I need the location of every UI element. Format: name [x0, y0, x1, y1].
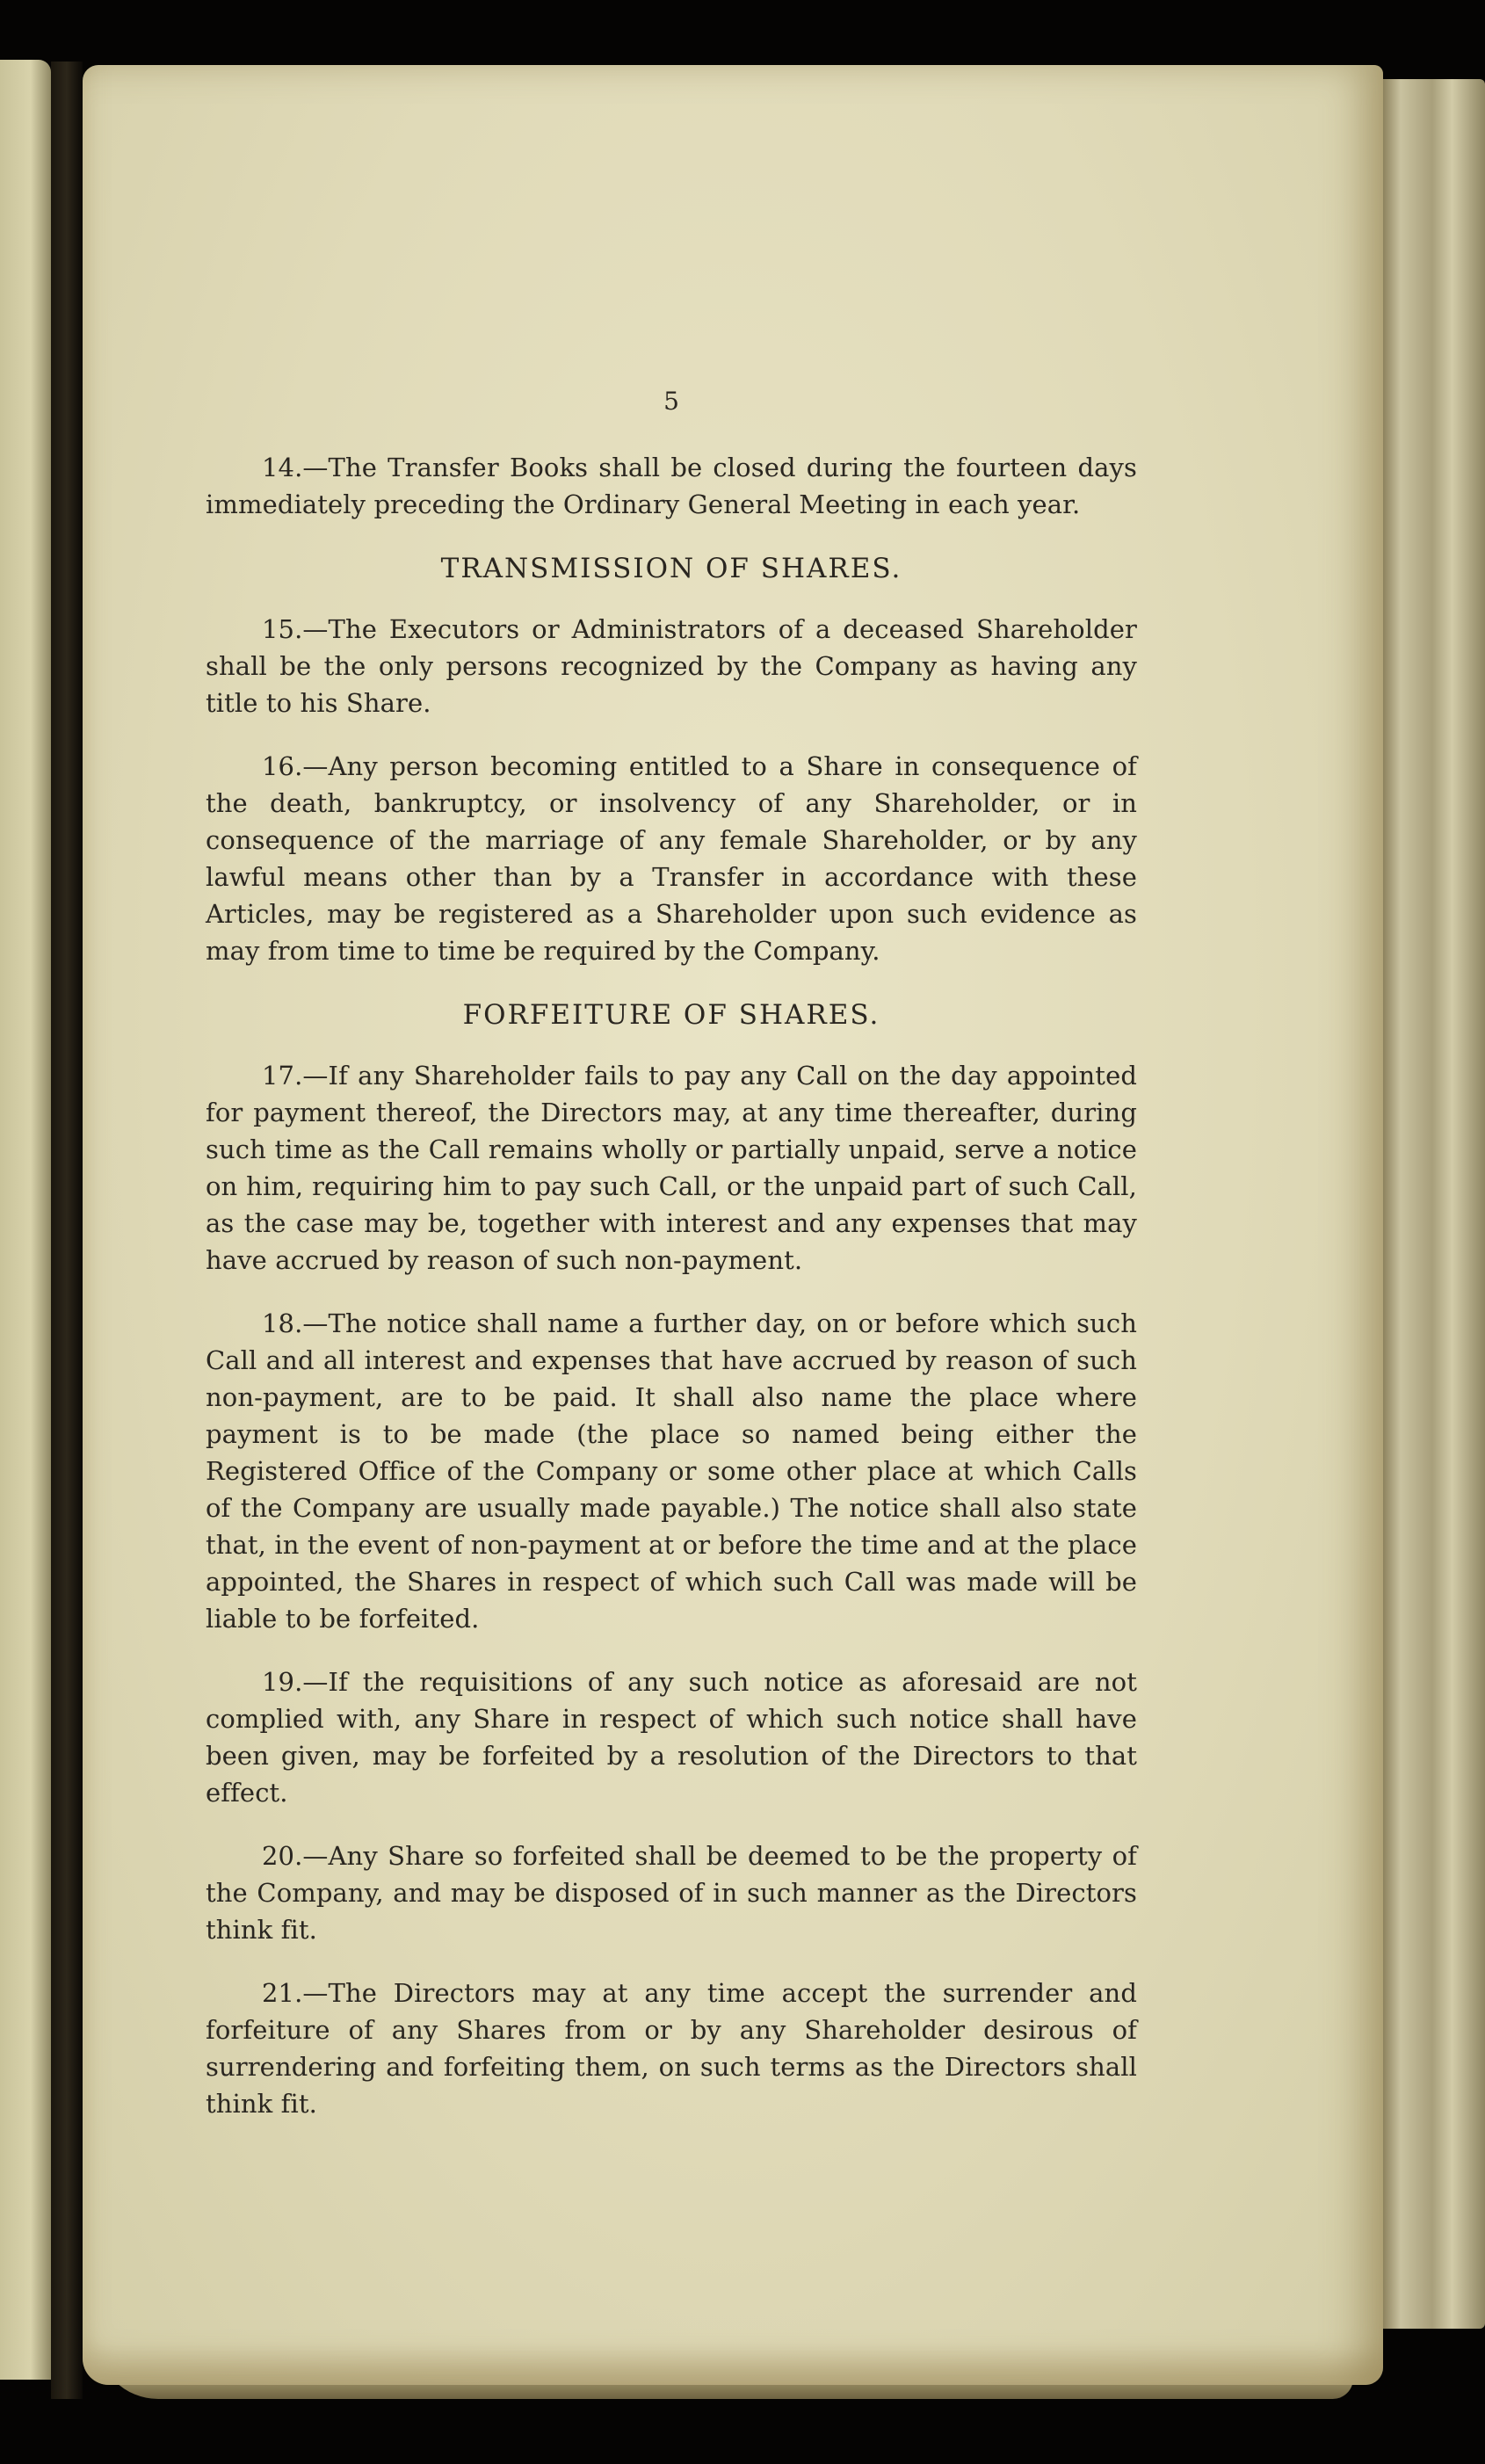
article-18: 18.—The notice shall name a further day, on or before which such Call and all interest and expenses that have accrued by reason of such non-payment, are to be paid. It shall also name the place where payment is to be made (the place so named being either the Registered Office of the Company or some other place at which Calls of the Company are usually made payable.) The notice shall also state that, in the event of non-payment at or before the time and at the place appointed, the Shares in respect of which such Call was made will be liable to be forfeited.	[206, 1308, 1137, 1634]
article-15: 15.—The Executors or Administrators of a deceased Shareholder shall be the only persons recognized by the Company as having any title to his Share.	[206, 614, 1137, 718]
article-16: 16.—Any person becoming entitled to a Share in consequence of the death, bankruptcy, or insolvency of any Shareholder, or in consequence of the marriage of any female Shareholder, or by any lawful means other than by a Transfer in accordance with these Articles, may be registered as a Shareholder upon such evidence as may from time to time be required by the Company.	[206, 751, 1137, 966]
page-content	[206, 387, 1137, 2149]
section-heading-forfeiture: FORFEITURE OF SHARES.	[462, 999, 880, 1031]
facing-page-edge	[0, 60, 51, 2380]
article-19: 19.—If the requisitions of any such notice as aforesaid are not complied with, any Share in respect of which such notice shall have been given, may be forfeited by a resolution of the Directors to that effect.	[206, 1667, 1137, 1808]
book-gutter	[51, 62, 83, 2399]
page-number: 5	[663, 387, 679, 416]
article-14: 14.—The Transfer Books shall be closed during the fourteen days immediately preceding the Ordinary General Meeting in each year.	[206, 453, 1137, 519]
section-heading-transmission: TRANSMISSION OF SHARES.	[440, 553, 902, 584]
article-17: 17.—If any Shareholder fails to pay any Call on the day appointed for payment thereof, the Directors may, at any time thereafter, during such time as the Call remains wholly or partially unpaid, serve a notice on him, requiring him to pay such Call, or the unpaid part of such Call, as the case may be, together with interest and any expenses that may have accrued by reason of such non-payment.	[206, 1061, 1137, 1275]
article-20: 20.—Any Share so forfeited shall be deemed to be the property of the Company, and may be disposed of in such manner as the Directors think fit.	[206, 1841, 1137, 1945]
article-21: 21.—The Directors may at any time accept the surrender and forfeiture of any Shares from or by any Shareholder desirous of surrendering and forfeiting them, on such terms as the Directors shall think fit.	[206, 1978, 1137, 2119]
